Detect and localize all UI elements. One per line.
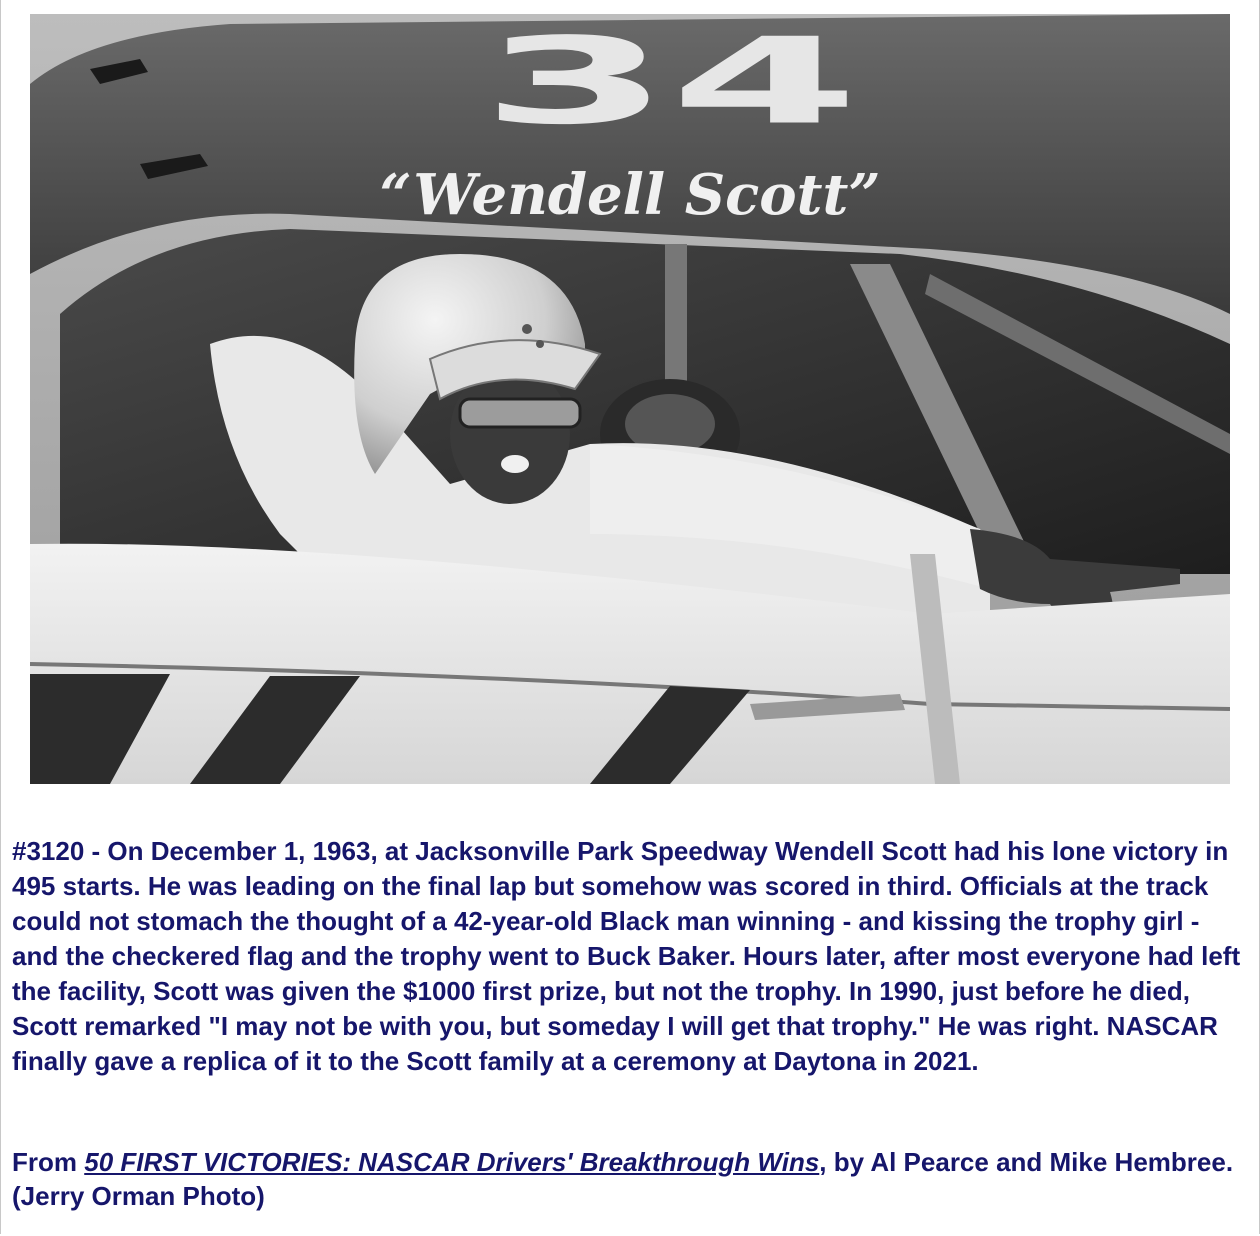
credit-prefix: From [12,1147,85,1177]
photo-caption: #3120 - On December 1, 1963, at Jacksonville Park Speedway Wendell Scott had his lone victory in 495 starts. He was leading on the final lap but somehow was scored in third. Officials at the track could not stomach the thought of a 42-year-old Black man winning - and kissing the trophy girl - and the checkered flag and the trophy went to Buck Baker. Hours later, after most everyone had left the facility, Scott was given the $1000 first prize, but not the trophy. In 1990, just before he died, Scott remarked "I may not be with you, but someday I will get that trophy." He was right. NASCAR finally gave a replica of it to the Scott family at a ceremony at Daytona in 2021. [12,836,1241,1076]
race-car-photo [30,14,1230,784]
roof-driver-name: “Wendell Scott” [379,162,881,228]
roof-car-number: 34 [480,14,860,151]
book-title-link[interactable]: 50 FIRST VICTORIES: NASCAR Drivers' Breakthrough Wins [84,1147,820,1177]
photo-credit [12,1145,1257,1213]
credit-suffix: , by Al Pearce and Mike Hembree. (Jerry Orman Photo) [12,1147,1234,1211]
